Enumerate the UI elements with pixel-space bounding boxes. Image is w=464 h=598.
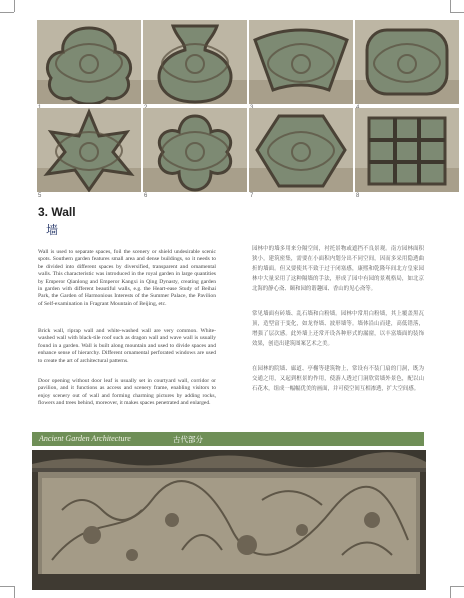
crop-mark-top-left-v: [14, 0, 15, 12]
crop-mark-bottom-left-v: [14, 586, 15, 598]
crop-mark-bottom-right-h: [450, 586, 464, 587]
photo-number: 6: [144, 193, 148, 199]
photo-number: 5: [38, 193, 42, 199]
chinese-paragraph: 常见墙面有砖墙、乱石墙和白粉墙。园林中常用白粉墙，其上覆盖黑瓦顶，造型富于变化，如龙脊墙、波形墙等。墙体沿山而建，高低错落，增强了层次感。此外墙上还常开设各种形式的漏窗，以丰富墙面的装饰效果，创造出建筑图案艺术之美。: [252, 311, 424, 347]
chinese-paragraph: 园林中的墙多用来分隔空间，衬托景物或遮挡不良景观。南方园林面积狭小，建筑密集，需要在小面积内划分出不同空间，因而多采用隐透曲折的墙面。但又要使其不致于过于闭塞感，康熙和乾隆年间北方皇家园林中大量采用了这种隔墙的手法，形成了园中有园的景观格局，如北京北海的静心斋、颐和园的谐趣园、香山的见心斋等。: [252, 246, 424, 292]
photo-star-window: [37, 108, 141, 192]
carved-relief-photo: [32, 450, 426, 590]
photo-vase-window: [143, 20, 247, 104]
crop-mark-top-right-v: [450, 0, 451, 12]
crop-mark-bottom-left-h: [0, 586, 14, 587]
english-paragraph: Wall is used to separate spaces, foil the scenery or shield undesirable scenic spots. Southern garden features small area and dense buildings, so it needs to be divided into different spaces by diversified, transparent and ornamental walls. This characteristic was introduced in the royal garden in large quantities by Emperor Qianlong and Emperor Kangxi in Qing Dynasty, creating garden in garden with different beautiful walls, e.g. the Heart-ease Study of Beihai Park, the Garden of Harmonious Interests of the Summer Palace, the Pavilion of Self-examination in Fragrant Mountain of Beijing, etc.: [38, 249, 216, 307]
photo-hexagon-window: [249, 108, 353, 192]
crop-mark-bottom-right-v: [450, 586, 451, 598]
banner-title-cn: 古代部分: [173, 435, 203, 444]
section-banner: [32, 432, 424, 446]
crop-mark-top-right-h: [450, 12, 464, 13]
chinese-paragraph: 在园林的院墙、廊道、亭榭等建筑物上，常设有不装门扇的门洞，既为交通之用，又起到框景的作用，使游人透过门洞欣赏墙外景色，配以山石花木，组成一幅幅优美的画面，并可使空间互相渗透，扩大空间感。: [252, 366, 424, 392]
photo-number: 7: [250, 193, 254, 199]
section-title: 3. Wall: [38, 205, 76, 219]
crop-mark-top-left-h: [0, 12, 14, 13]
photo-number: 8: [356, 193, 360, 199]
english-paragraph: Door opening without door leaf is usually set in courtyard wall, corridor or pavilion, and it functions as access and scenery frame, enabling visitors to enjoy scenery out of wall and forming charming pictures by adding rocks, flowers and trees behind, moreover, it makes spaces penetrated and enlarged.: [38, 378, 216, 407]
photo-rounded-window: [355, 20, 459, 104]
photo-fan-window: [249, 20, 353, 104]
photo-flower-window: [143, 108, 247, 192]
section-title-cn: 墙: [46, 223, 59, 237]
english-paragraph: Brick wall, riprap wall and white-washed wall are very common. White-washed wall with black-tile roof such as dragon wall and wave wall is usually found in a garden. Wall is built along mountain and used to divide spaces and enhance sense of hierarchy. Different ornamental perforated windows are used to create the art of architectural patterns.: [38, 328, 216, 364]
photo-lattice-window: [355, 108, 459, 192]
banner-title-en: Ancient Garden Architecture: [39, 434, 131, 443]
photo-lotus-window: [37, 20, 141, 104]
